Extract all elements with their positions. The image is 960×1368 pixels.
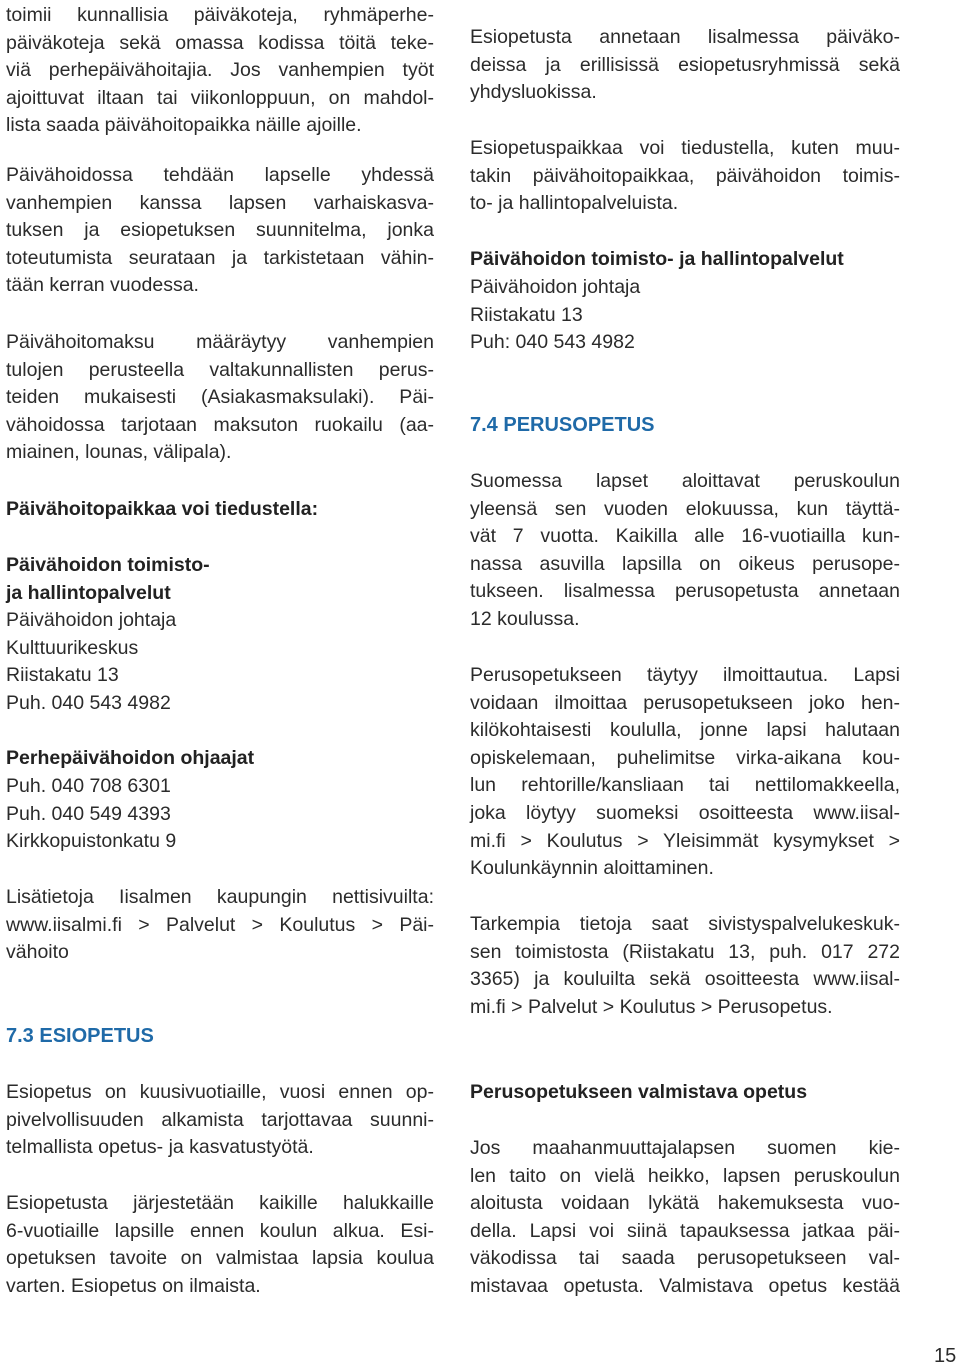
text-line: takin päivähoitopaikkaa, päivähoidon toimis- <box>470 164 900 187</box>
text-line: toteutumista seurataan ja tarkistetaan vähin- <box>6 246 434 269</box>
text-line: lun rehtorille/kansliaan tai nettilomakkeella, <box>470 774 900 797</box>
text-line: Päivähoidon toimisto- ja hallintopalvelut <box>470 248 844 270</box>
text-line: Päivähoitopaikkaa voi tiedustella: <box>6 498 319 520</box>
text-line: mi.fi > Koulutus > Yleisimmät kysymykset > <box>470 829 900 852</box>
text-line: Esiopetuspaikkaa voi tiedustella, kuten muu- <box>470 137 900 159</box>
text-line: aloitusta voidaan lykätä hakemuksesta vuo- <box>470 1192 900 1215</box>
text-line: opetuksen tavoite on valmistaa lapsia koulua <box>6 1247 434 1270</box>
right-paragraph <box>470 468 900 634</box>
left-paragraph <box>6 773 434 856</box>
text-line: teiden mukaisesti (Asiakasmaksulaki). Päi- <box>6 386 434 409</box>
right-paragraph <box>470 274 900 357</box>
text-line: Riistakatu 13 <box>470 303 583 326</box>
text-line: vät 7 vuotta. Kaikilla alle 16-vuotiailla kun- <box>470 525 900 548</box>
text-line: della. Lapsi voi siinä tapauksessa jatkaa päi- <box>470 1219 900 1242</box>
text-line: 3365) ja kouluilta sekä osoitteesta www.iisal- <box>470 968 900 991</box>
text-line: Esiopetus on kuusivuotiaille, vuosi ennen op- <box>6 1081 434 1103</box>
text-line: Jos maahanmuuttajalapsen suomen kie- <box>470 1137 900 1159</box>
text-line: väkodissa tai saada perusopetukseen val- <box>470 1247 900 1270</box>
text-line: Perusopetukseen valmistava opetus <box>470 1081 808 1103</box>
text-line: 7.4 PERUSOPETUS <box>470 414 655 436</box>
left-paragraph <box>6 884 434 967</box>
text-line: Perhepäivähoidon ohjaajat <box>6 747 255 769</box>
text-line: tukseen. lisalmessa perusopetusta annetaan <box>470 580 900 603</box>
text-line: 7.3 ESIOPETUS <box>6 1025 154 1047</box>
text-line: Päivähoidon johtaja <box>470 276 641 298</box>
left-section-heading <box>6 1023 434 1051</box>
text-line: Tarkempia tietoja saat sivistyspalvelukeskuk- <box>470 913 900 935</box>
text-line: ajoittuvat iltaan tai viikonloppuun, on mahdol- <box>6 86 434 109</box>
right-paragraph <box>470 135 900 218</box>
left-paragraph <box>6 1079 434 1162</box>
text-line: www.iisalmi.fi > Palvelut > Koulutus > Päi- <box>6 913 434 936</box>
text-line: pivelvollisuuden alkamista tarjottavaa suunni- <box>6 1108 434 1131</box>
text-line: tään kerran vuodessa. <box>6 274 199 297</box>
text-line: Kirkkopuistonkatu 9 <box>6 830 177 853</box>
text-line: Lisätietoja Iisalmen kaupungin nettisivuilta: <box>6 886 434 908</box>
text-line: Kulttuurikeskus <box>6 636 139 659</box>
left-subheading <box>6 496 434 524</box>
left-paragraph <box>6 1190 434 1300</box>
text-line: lista saada päivähoitopaikka näille ajoille. <box>6 114 362 137</box>
text-line: telmallista opetus- ja kasvatustyötä. <box>6 1136 314 1159</box>
left-paragraph <box>6 162 434 300</box>
right-paragraph <box>470 662 900 883</box>
text-line: viä perhepäivähoitajia. Jos vanhempien työt <box>6 59 434 82</box>
text-line: toimii kunnallisia päiväkoteja, ryhmäperhe- <box>6 4 434 26</box>
text-line: to- ja hallintopalveluista. <box>470 192 679 215</box>
text-line: Puh: 040 543 4982 <box>470 331 635 354</box>
text-line: Päivähoidon toimisto- <box>6 554 210 576</box>
left-subheading <box>6 745 434 773</box>
page-number: 15 <box>934 1345 957 1367</box>
text-line: ja hallintopalvelut <box>6 581 171 604</box>
text-line: päiväkoteja sekä omassa kodissa töitä teke- <box>6 31 434 54</box>
text-line: deissa ja erillisissä esiopetusryhmissä sekä <box>470 53 900 76</box>
text-line: mistavaa opetusta. Valmistava opetus kestää <box>470 1274 900 1297</box>
text-line: tulojen perusteella valtakunnallisten perus- <box>6 358 434 381</box>
text-line: vähoidossa tarjotaan maksuton ruokailu (aa- <box>6 413 434 436</box>
left-paragraph <box>6 2 434 140</box>
text-line: Puh. 040 708 6301 <box>6 775 171 797</box>
text-line: yleensä sen vuoden elokuussa, kun täyttä- <box>470 497 900 520</box>
text-line: Perusopetukseen täytyy ilmoittautua. Lapsi <box>470 664 900 686</box>
right-paragraph <box>470 911 900 1021</box>
text-line: kilökohtaisesti koululla, jonne lapsi halutaan <box>470 719 900 742</box>
text-line: Päivähoidossa tehdään lapselle yhdessä <box>6 164 434 186</box>
text-line: mi.fi > Palvelut > Koulutus > Perusopetus. <box>470 995 833 1018</box>
text-line: vähoito <box>6 941 69 964</box>
text-line: Puh. 040 543 4982 <box>6 691 171 714</box>
text-line: Riistakatu 13 <box>6 664 119 687</box>
text-line: voidaan ilmoittaa perusopetukseen joko hen- <box>470 691 900 714</box>
text-line: Esiopetusta järjestetään kaikille halukkaille <box>6 1192 434 1214</box>
text-line: miainen, lounas, välipala). <box>6 441 232 464</box>
text-line: nassa asuvilla lapsilla on oikeus perusope- <box>470 552 900 575</box>
text-line: joka löytyy suomeksi osoitteesta www.iisal- <box>470 801 900 824</box>
right-subheading <box>470 1079 900 1107</box>
text-line: Esiopetusta annetaan lisalmessa päiväko- <box>470 26 900 48</box>
left-paragraph <box>6 329 434 467</box>
text-line: Päivähoidon johtaja <box>6 609 177 631</box>
text-line: Puh. 040 549 4393 <box>6 802 171 825</box>
text-line: Koulunkäynnin aloittaminen. <box>470 857 714 880</box>
right-paragraph <box>470 1135 900 1301</box>
text-line: 12 koulussa. <box>470 607 580 630</box>
left-paragraph <box>6 607 434 717</box>
text-line: Suomessa lapset aloittavat peruskoulun <box>470 470 900 492</box>
right-section-heading <box>470 412 900 440</box>
text-line: vanhempien kanssa lapsen varhaiskasva- <box>6 191 434 214</box>
left-subheading <box>6 552 434 607</box>
text-line: sen toimistosta (Riistakatu 13, puh. 017 272 <box>470 940 900 963</box>
right-paragraph <box>470 24 900 107</box>
text-line: yhdysluokissa. <box>470 81 597 104</box>
text-line: varten. Esiopetus on ilmaista. <box>6 1274 261 1297</box>
text-line: opiskelemaan, puhelimitse virka-aikana kou- <box>470 746 900 769</box>
text-line: len taito on vielä heikko, lapsen peruskoulun <box>470 1164 900 1187</box>
right-subheading <box>470 246 900 274</box>
text-line: tuksen ja esiopetuksen suunnitelma, jonka <box>6 219 434 242</box>
text-line: Päivähoitomaksu määräytyy vanhempien <box>6 331 434 353</box>
text-line: 6-vuotiaille lapsille ennen koulun alkua. Esi- <box>6 1219 434 1242</box>
